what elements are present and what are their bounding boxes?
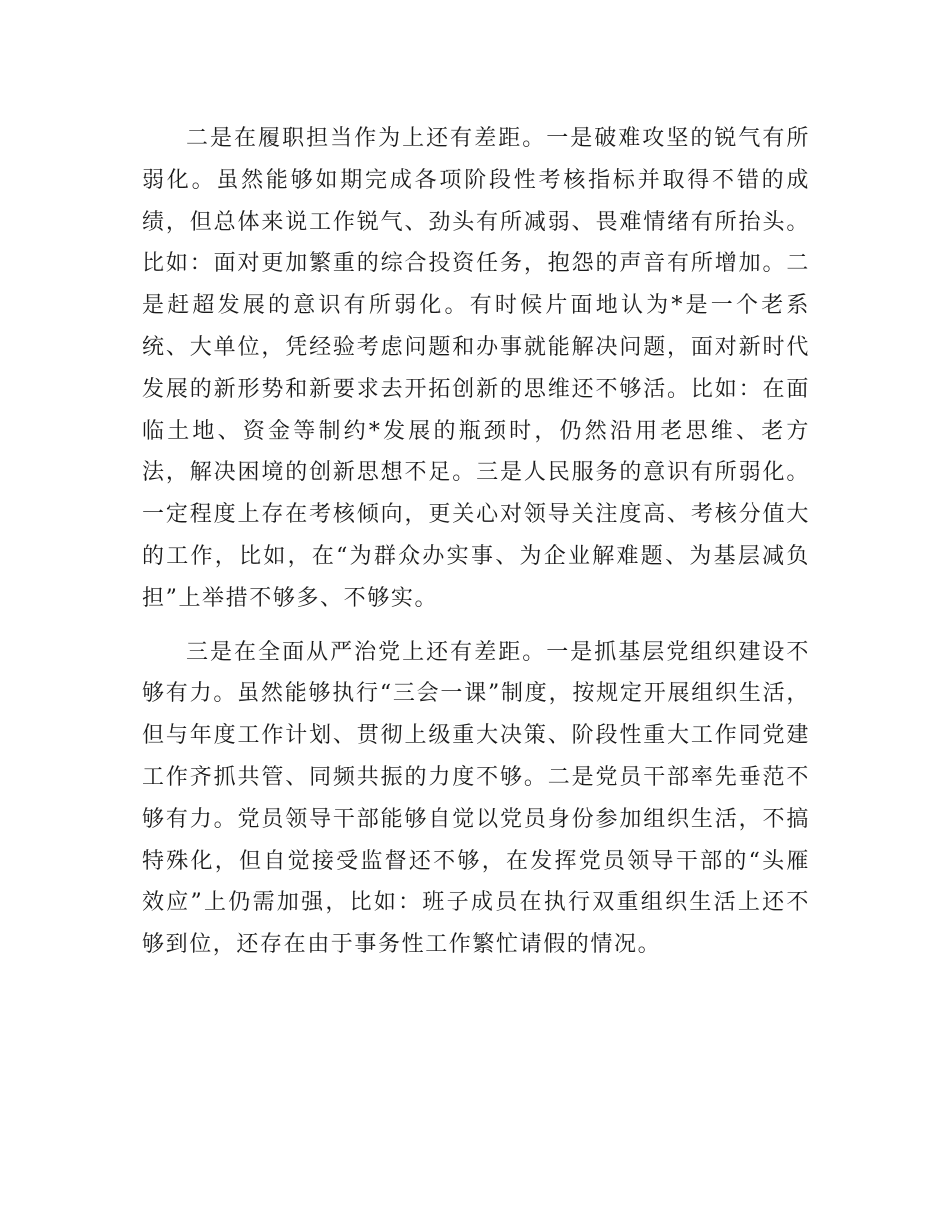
- paragraph-party-governance-gap: 三是在全面从严治党上还有差距。一是抓基层党组织建设不够有力。虽然能够执行“三会一课”制度，按规定开展组织生活，但与年度工作计划、贯彻上级重大决策、阶段性重大工作同党建工作齐抓共管、同频共振的力度不够。二是党员干部率先垂范不够有力。党员领导干部能够自觉以党员身份参加组织生活，不搞特殊化，但自觉接受监督还不够，在发挥党员领导干部的“头雁效应”上仍需加强，比如：班子成员在执行双重组织生活上还不够到位，还存在由于事务性工作繁忙请假的情况。: [142, 639, 810, 958]
- paragraph-performance-gap: 二是在履职担当作为上还有差距。一是破难攻坚的锐气有所弱化。虽然能够如期完成各项阶段性考核指标并取得不错的成绩，但总体来说工作锐气、劲头有所减弱、畏难情绪有所抬头。比如：面对更加繁重的综合投资任务，抱怨的声音有所增加。二是赶超发展的意识有所弱化。有时候片面地认为*是一个老系统、大单位，凭经验考虑问题和办事就能解决问题，面对新时代发展的新形势和新要求去开拓创新的思维还不够活。比如：在面临土地、资金等制约*发展的瓶颈时，仍然沿用老思维、老方法，解决困境的创新思想不足。三是人民服务的意识有所弱化。一定程度上存在考核倾向，更关心对领导关注度高、考核分值大的工作，比如，在“为群众办实事、为企业解难题、为基层减负担”上举措不够多、不够实。: [142, 126, 810, 611]
- document-body: [142, 118, 810, 978]
